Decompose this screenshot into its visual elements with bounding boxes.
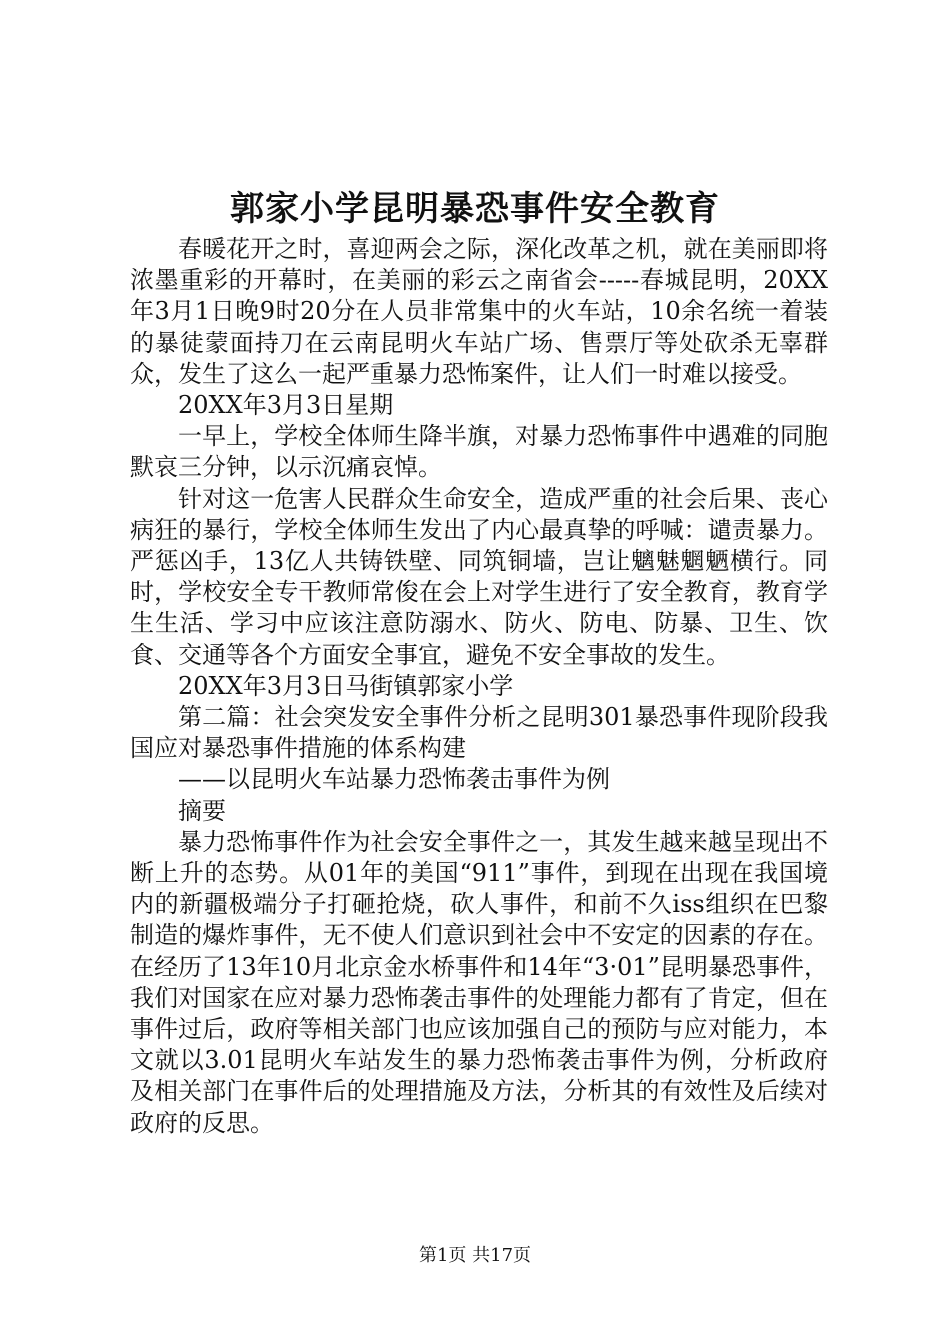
paragraph-date: 20XX年3月3日星期 (178, 391, 394, 420)
paragraph-signature-date: 20XX年3月3日马街镇郭家小学 (178, 671, 514, 700)
page-footer: 第1页 共17页 (418, 1245, 532, 1266)
paragraph-condemnation: 针对这一危害人民群众生命安全，造成严重的社会后果、丧心病狂的暴行，学校全体师生发出了内心最真挚的呼喊：谴责暴力。严惩凶手，13亿人共铸铁壁、同筑铜墙，岂让魑魅魍魉横行。同时，学校安全专干教师常俊在会上对学生进行了安全教育，教育学生生活、学习中应该注意防溺水、防火、防电、防暴、卫生、饮食、交通等各个方面安全事宜，避免不安全事故的发生。 (130, 484, 828, 669)
paragraph-subtitle: ——以昆明火车站暴力恐怖袭击事件为例 (178, 765, 610, 794)
paragraph-flag-ceremony: 一早上，学校全体师生降半旗，对暴力恐怖事件中遇难的同胞默哀三分钟，以示沉痛哀悼。 (130, 422, 828, 482)
paragraph-second-article-title: 第二篇：社会突发安全事件分析之昆明301暴恐事件现阶段我国应对暴恐事件措施的体系构建 (130, 703, 828, 763)
paragraph-intro: 春暖花开之时，喜迎两会之际，深化改革之机，就在美丽即将浓墨重彩的开幕时，在美丽的彩云之南省会-----春城昆明，20XX年3月1日晚9时20分在人员非常集中的火车站，10余名统一着装的暴徒蒙面持刀在云南昆明火车站广场、售票厅等处砍杀无辜群众，发生了这么一起严重暴力恐怖案件，让人们一时难以接受。 (130, 235, 828, 388)
document-body (130, 234, 828, 1139)
paragraph-abstract-heading: 摘要 (178, 796, 226, 825)
document-title: 郭家小学昆明暴恐事件安全教育 (230, 189, 720, 229)
paragraph-abstract: 暴力恐怖事件作为社会安全事件之一，其发生越来越呈现出不断上升的态势。从01年的美国“911”事件，到现在出现在我国境内的新疆极端分子打砸抢烧，砍人事件，和前不久iss组织在巴黎制造的爆炸事件，无不使人们意识到社会中不安定的因素的存在。在经历了13年10月北京金水桥事件和14年“3·01”昆明暴恐事件，我们对国家在应对暴力恐怖袭击事件的处理能力都有了肯定，但在事件过后，政府等相关部门也应该加强自己的预防与应对能力，本文就以3.01昆明火车站发生的暴力恐怖袭击事件为例，分析政府及相关部门在事件后的处理措施及方法，分析其的有效性及后续对政府的反思。 (130, 827, 828, 1137)
